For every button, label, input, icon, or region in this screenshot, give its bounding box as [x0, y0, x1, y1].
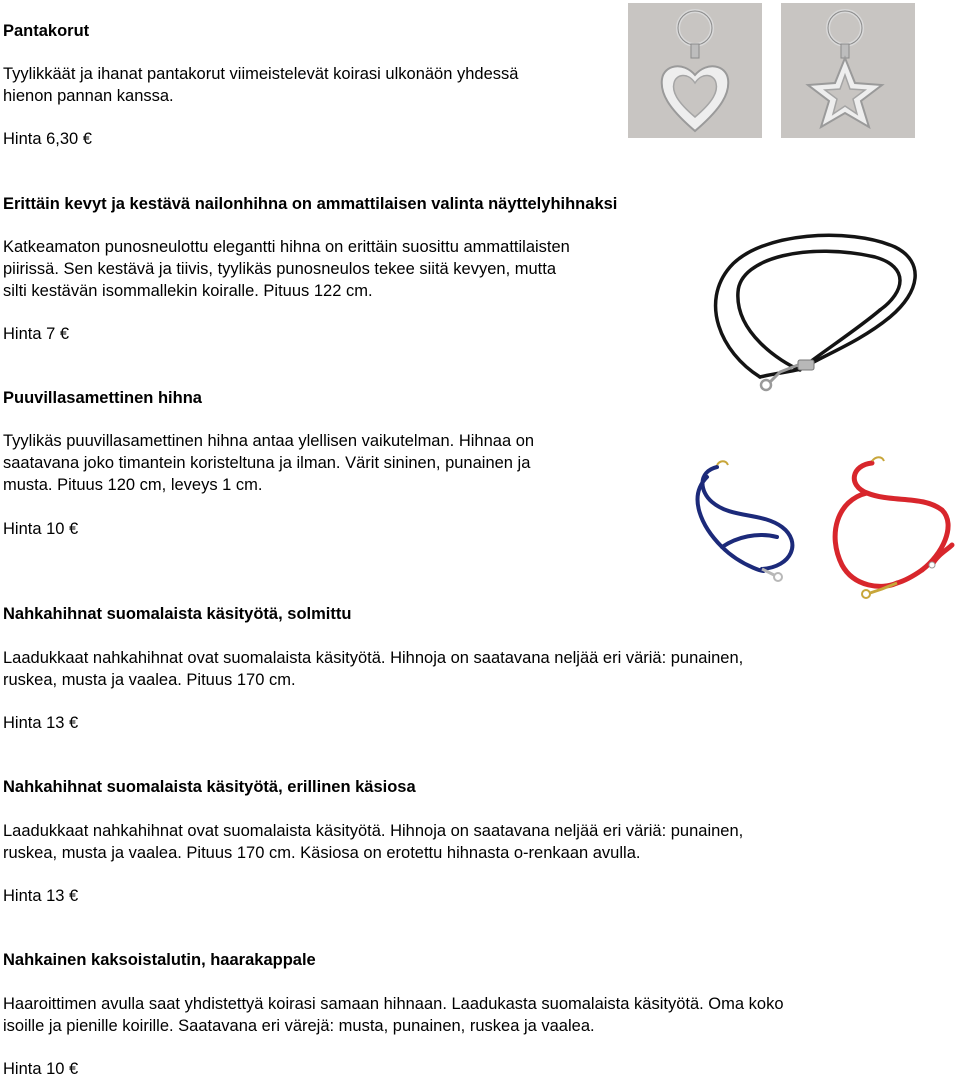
product-description-line: Tyylikkäät ja ihanat pantakorut viimeistelevät koirasi ulkonäön yhdessä — [3, 65, 519, 83]
black-nylon-leash-image — [700, 222, 930, 397]
heart-charm-pendant-image — [628, 3, 762, 138]
product-price: Hinta 7 € — [3, 325, 70, 343]
product-description-line: Laadukkaat nahkahihnat ovat suomalaista käsityötä. Hihnoja on saatavana neljää eri väriä: punainen, — [3, 822, 744, 840]
product-description-line: piirissä. Sen kestävä ja tiivis, tyylikäs punosneulos tekee siitä kevyen, mutta — [3, 260, 557, 278]
blue-velvet-leash-image — [682, 457, 808, 587]
star-charm-pendant-image — [781, 3, 915, 138]
product-price: Hinta 10 € — [3, 1060, 79, 1078]
product-price: Hinta 6,30 € — [3, 130, 92, 148]
product-title-leather-knotted: Nahkahihnat suomalaista käsityötä, solmittu — [3, 605, 352, 623]
black-leash-icon — [700, 222, 930, 397]
red-velvet-leash-image — [812, 455, 960, 602]
product-price: Hinta 10 € — [3, 520, 79, 538]
product-description-line: musta. Pituus 120 cm, leveys 1 cm. — [3, 476, 263, 494]
product-title-velvet-leash: Puuvillasamettinen hihna — [3, 389, 202, 407]
product-description-line: Haaroittimen avulla saat yhdistettyä koirasi samaan hihnaan. Laadukasta suomalaista käsityötä. Oma koko — [3, 995, 784, 1013]
red-leash-icon — [812, 455, 960, 602]
product-price: Hinta 13 € — [3, 887, 79, 905]
product-description-line: saatavana joko timantein koristeltuna ja ilman. Värit sininen, punainen ja — [3, 454, 531, 472]
product-description-line: isoille ja pienille koirille. Saatavana eri värejä: musta, punainen, ruskea ja vaalea. — [3, 1017, 595, 1035]
product-description-line: ruskea, musta ja vaalea. Pituus 170 cm. — [3, 671, 296, 689]
product-title-pantakorut: Pantakorut — [3, 22, 90, 40]
product-description-line: Tyylikäs puuvillasamettinen hihna antaa ylellisen vaikutelman. Hihnaa on — [3, 432, 535, 450]
blue-leash-icon — [682, 457, 808, 587]
product-title-leather-separate-handle: Nahkahihnat suomalaista käsityötä, erillinen käsiosa — [3, 778, 416, 796]
product-title-nylon-leash: Erittäin kevyt ja kestävä nailonhihna on ammattilaisen valinta näyttelyhihnaksi — [3, 195, 618, 213]
heart-charm-icon — [628, 3, 762, 138]
product-description-line: Laadukkaat nahkahihnat ovat suomalaista käsityötä. Hihnoja on saatavana neljää eri väriä: punainen, — [3, 649, 744, 667]
product-description-line: ruskea, musta ja vaalea. Pituus 170 cm. Käsiosa on erotettu hihnasta o-renkaan avulla. — [3, 844, 641, 862]
product-description-line: silti kestävän isommallekin koiralle. Pituus 122 cm. — [3, 282, 373, 300]
product-title-double-leash: Nahkainen kaksoistalutin, haarakappale — [3, 951, 316, 969]
product-description-line: Katkeamaton punosneulottu elegantti hihna on erittäin suosittu ammattilaisten — [3, 238, 570, 256]
star-charm-icon — [781, 3, 915, 138]
product-price: Hinta 13 € — [3, 714, 79, 732]
product-description-line: hienon pannan kanssa. — [3, 87, 174, 105]
